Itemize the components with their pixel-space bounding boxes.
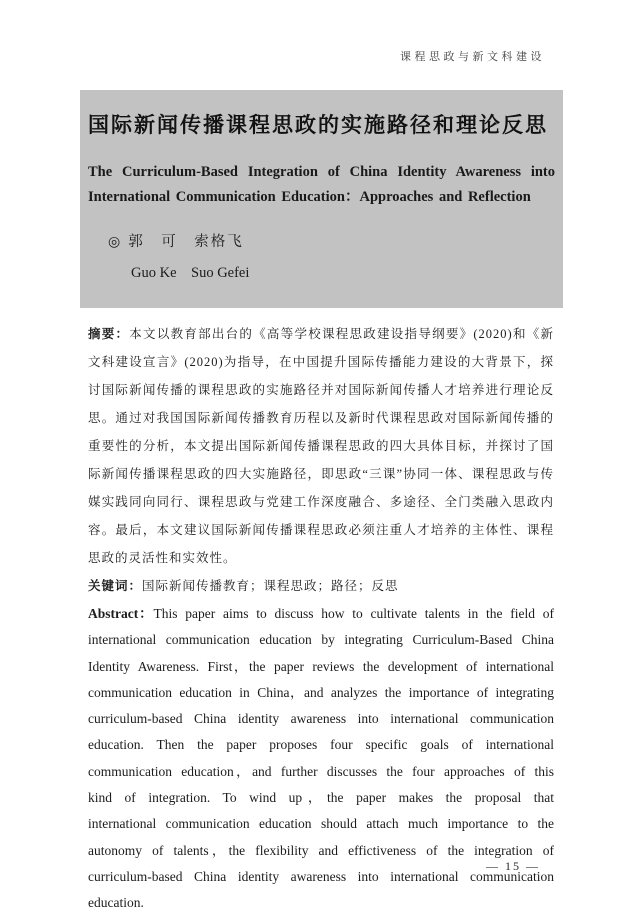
abstract-en — [88, 601, 554, 917]
abstract-zh-label: 摘要： — [88, 327, 130, 341]
keywords-text: 国际新闻传播教育；课程思政；路径；反思 — [142, 579, 399, 593]
page-number: — 15 — — [486, 859, 540, 873]
title-box — [80, 90, 563, 308]
keywords-line — [88, 572, 554, 600]
article-front-matter — [88, 320, 554, 917]
keywords-label: 关键词： — [88, 579, 143, 593]
author-names-zh: 郭 可 索格飞 — [128, 234, 244, 250]
article-title-en: The Curriculum-Based Integration of China Identity Awareness into International Communication Education：Approaches and Reflection — [88, 164, 555, 205]
abstract-en-text: This paper aims to discuss how to cultivate talents in the field of international communication education by integrating Curriculum-Based China Identity Awareness. First，the paper reviews the development of international communication education in China，and analyzes the importance of integrating curriculum-based China identity awareness into international communication education. Then the paper proposes four specific goals of international communication education，and further discusses the four approaches of this kind of integration. To wind up，the paper makes the proposal that international communication education should attach much importance to the autonomy of talents，the flexibility and effictiveness of the integration of curriculum-based China identity awareness into international communication education. — [88, 606, 554, 911]
author-marker-icon: ◎ — [108, 235, 123, 250]
authors-en: Guo Ke Suo Gefei — [131, 265, 250, 281]
abstract-zh-text: 本文以教育部出台的《高等学校课程思政建设指导纲要》(2020)和《新文科建设宣言》(2020)为指导，在中国提升国际传播能力建设的大背景下，探讨国际新闻传播的课程思政的实施路径并对国际新闻传播人才培养进行理论反思。通过对我国国际新闻传播教育历程以及新时代课程思政对国际新闻传播的重要性的分析，本文提出国际新闻传播课程思政的四大具体目标，并探讨了国际新闻传播课程思政的四大实施路径，即思政“三课”协同一体、课程思政与传媒实践同向同行、课程思政与党建工作深度融合、多途径、全门类融入思政内容。最后，本文建议国际新闻传播课程思政必须注重人才培养的主体性、课程思政的灵活性和实效性。 — [88, 327, 554, 565]
running-head: 课程思政与新文科建设 — [400, 51, 545, 63]
authors-zh — [108, 230, 555, 251]
abstract-en-label: Abstract： — [88, 606, 154, 621]
article-title-zh: 国际新闻传播课程思政的实施路径和理论反思 — [88, 113, 548, 137]
abstract-zh — [88, 320, 554, 572]
